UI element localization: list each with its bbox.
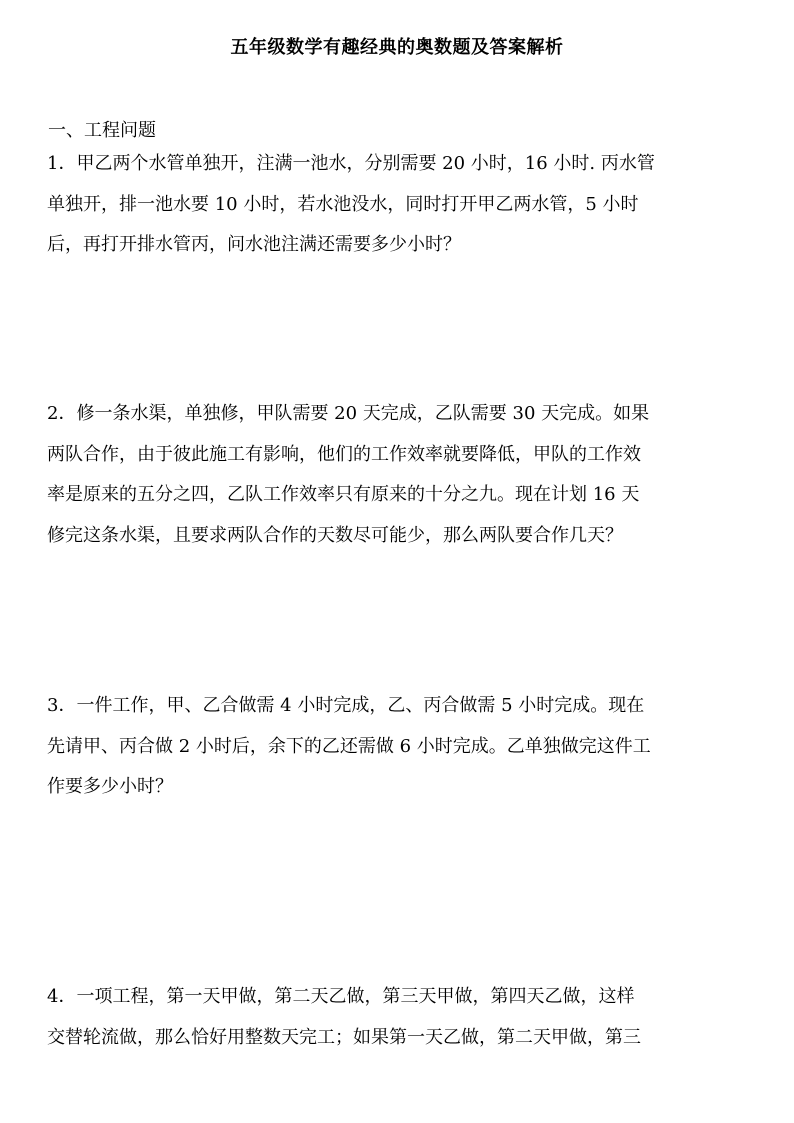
question-line: 修完这条水渠，且要求两队合作的天数尽可能少，那么两队要合作几天？ xyxy=(47,524,623,546)
section-heading: 一、工程问题 xyxy=(48,120,156,141)
question-line: 1．甲乙两个水管单独开，注满一池水，分别需要 20 小时，16 小时. 丙水管 xyxy=(47,153,655,174)
question-2 xyxy=(47,394,747,556)
question-line: 交替轮流做，那么恰好用整数天完工；如果第一天乙做，第二天甲做，第三 xyxy=(47,1026,641,1048)
document-title: 五年级数学有趣经典的奥数题及答案解析 xyxy=(230,37,564,58)
question-1 xyxy=(47,144,747,266)
question-line: 2．修一条水渠，单独修，甲队需要 20 天完成，乙队需要 30 天完成。如果 xyxy=(47,403,650,424)
question-line: 后，再打开排水管丙，问水池注满还需要多少小时？ xyxy=(47,234,461,255)
question-line: 两队合作，由于彼此施工有影响，他们的工作效率就要降低，甲队的工作效 xyxy=(47,443,641,465)
question-line: 作要多少小时？ xyxy=(47,776,173,797)
question-3 xyxy=(47,686,747,808)
question-line: 率是原来的五分之四，乙队工作效率只有原来的十分之九。现在计划 16 天 xyxy=(47,484,640,505)
question-4 xyxy=(47,977,747,1058)
question-line: 单独开，排一池水要 10 小时，若水池没水，同时打开甲乙两水管，5 小时 xyxy=(47,193,639,215)
question-line: 先请甲、丙合做 2 小时后，余下的乙还需做 6 小时完成。乙单独做完这件工 xyxy=(47,735,651,757)
question-line: 3．一件工作，甲、乙合做需 4 小时完成，乙、丙合做需 5 小时完成。现在 xyxy=(47,695,645,716)
question-line: 4．一项工程，第一天甲做，第二天乙做，第三天甲做，第四天乙做，这样 xyxy=(47,986,635,1007)
